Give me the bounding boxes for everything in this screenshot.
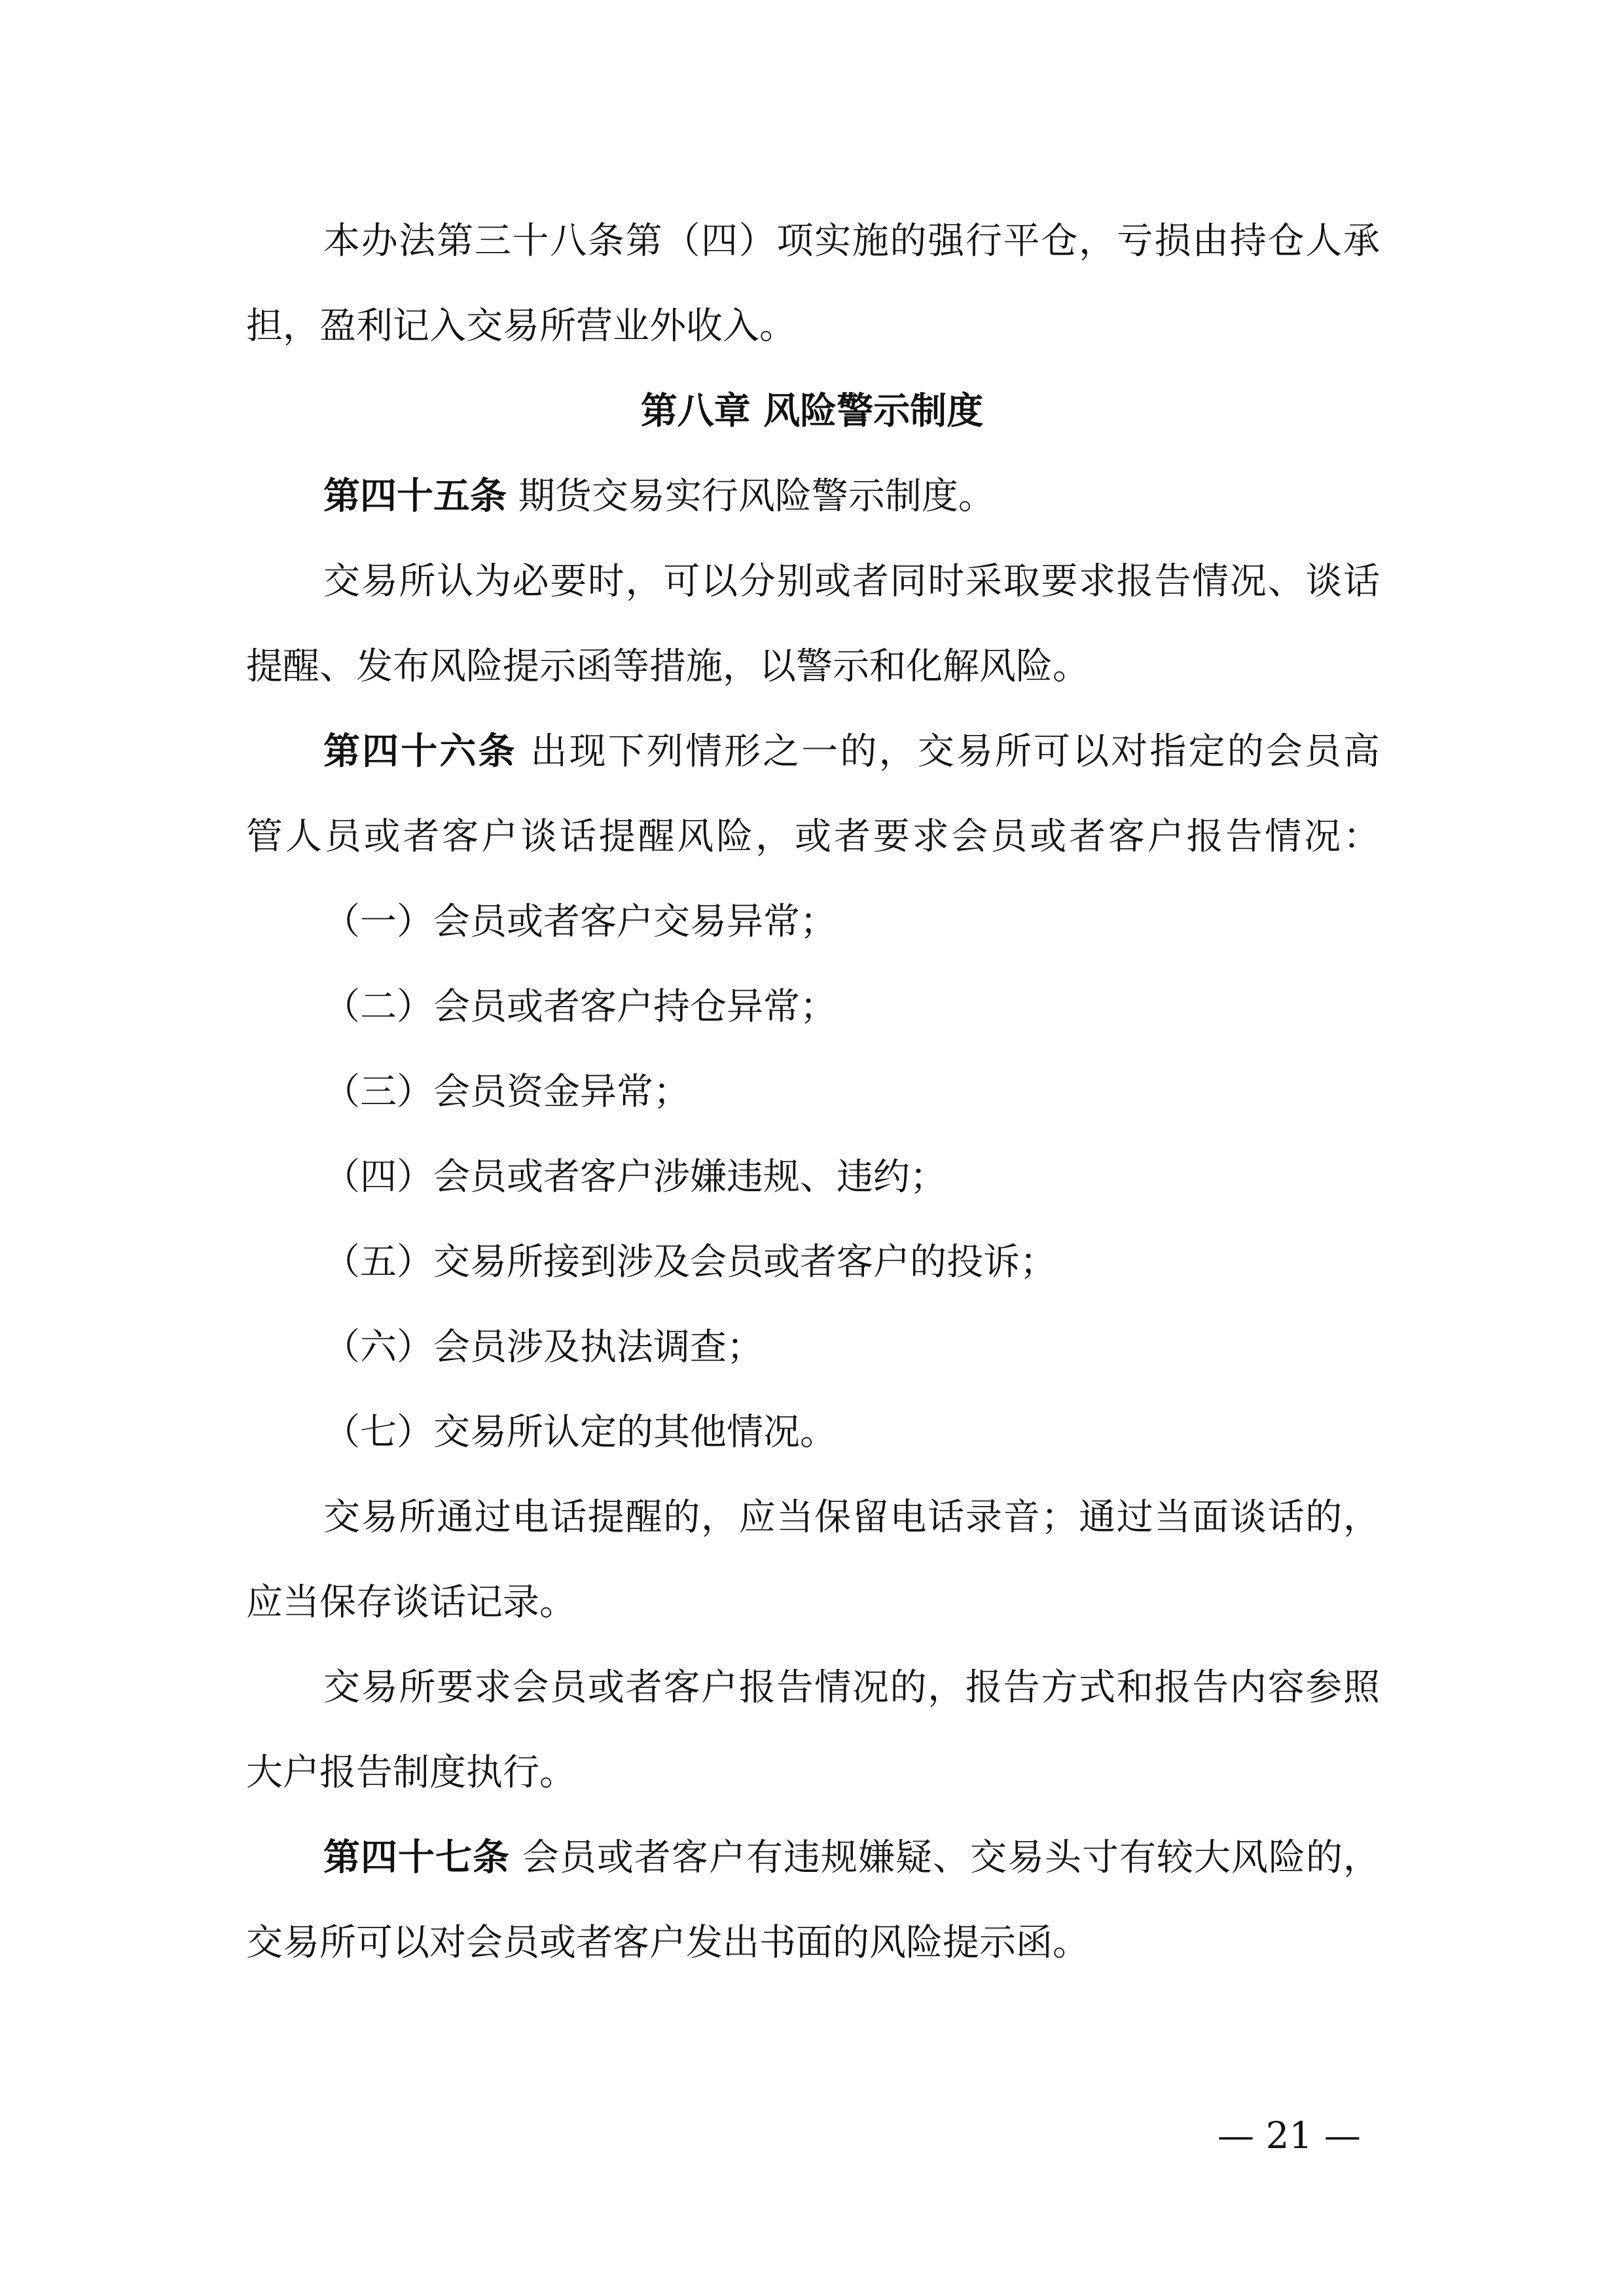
article-47-label: 第四十七条 xyxy=(323,1837,511,1879)
chapter-heading: 第八章 风险警示制度 xyxy=(640,390,984,433)
paragraph-phone-line-2: 应当保存谈话记录。 xyxy=(246,1581,576,1624)
list-item: （四）会员或者客户涉嫌违规、违约； xyxy=(323,1156,947,1198)
list-item: （七）交易所认定的其他情况。 xyxy=(323,1411,837,1454)
article-46-line-2: 管人员或者客户谈话提醒风险，或者要求会员或者客户报告情况： xyxy=(246,816,1380,858)
list-item: （一）会员或者客户交易异常； xyxy=(323,901,837,943)
paragraph-report-line-1: 交易所要求会员或者客户报告情况的，报告方式和报告内容参照 xyxy=(323,1666,1380,1709)
page-number: — 21 — xyxy=(1218,2115,1361,2157)
list-item: （二）会员或者客户持仓异常； xyxy=(323,986,837,1028)
paragraph-phone-line-1: 交易所通过电话提醒的，应当保留电话录音；通过当面谈话的， xyxy=(323,1496,1380,1539)
paragraph-report-line-2: 大户报告制度执行。 xyxy=(246,1751,576,1794)
article-45-text: 期货交易实行风险警示制度。 xyxy=(518,475,995,518)
article-47-line-2: 交易所可以对会员或者客户发出书面的风险提示函。 xyxy=(246,1922,1089,1964)
article-45-label: 第四十五条 xyxy=(323,475,507,518)
paragraph-liquidation-line-2: 担，盈利记入交易所营业外收入。 xyxy=(246,305,796,348)
article-46-text-line-1: 出现下列情形之一的，交易所可以对指定的会员高 xyxy=(530,730,1380,773)
list-item: （五）交易所接到涉及会员或者客户的投诉； xyxy=(323,1241,1056,1283)
article-47-line-1 xyxy=(323,1835,1380,1882)
article-46-line-1 xyxy=(323,728,1380,776)
paragraph-exchange-measures-line-2: 提醒、发布风险提示函等措施，以警示和化解风险。 xyxy=(246,645,1089,688)
paragraph-liquidation-line-1: 本办法第三十八条第（四）项实施的强行平仓，亏损由持仓人承 xyxy=(323,220,1380,262)
article-47-text-line-1: 会员或者客户有违规嫌疑、交易头寸有较大风险的， xyxy=(522,1837,1380,1879)
paragraph-exchange-measures-line-1: 交易所认为必要时，可以分别或者同时采取要求报告情况、谈话 xyxy=(323,560,1380,603)
article-46-label: 第四十六条 xyxy=(323,730,517,773)
article-45 xyxy=(323,473,995,520)
list-item: （六）会员涉及执法调查； xyxy=(323,1326,763,1369)
list-item: （三）会员资金异常； xyxy=(323,1071,690,1113)
